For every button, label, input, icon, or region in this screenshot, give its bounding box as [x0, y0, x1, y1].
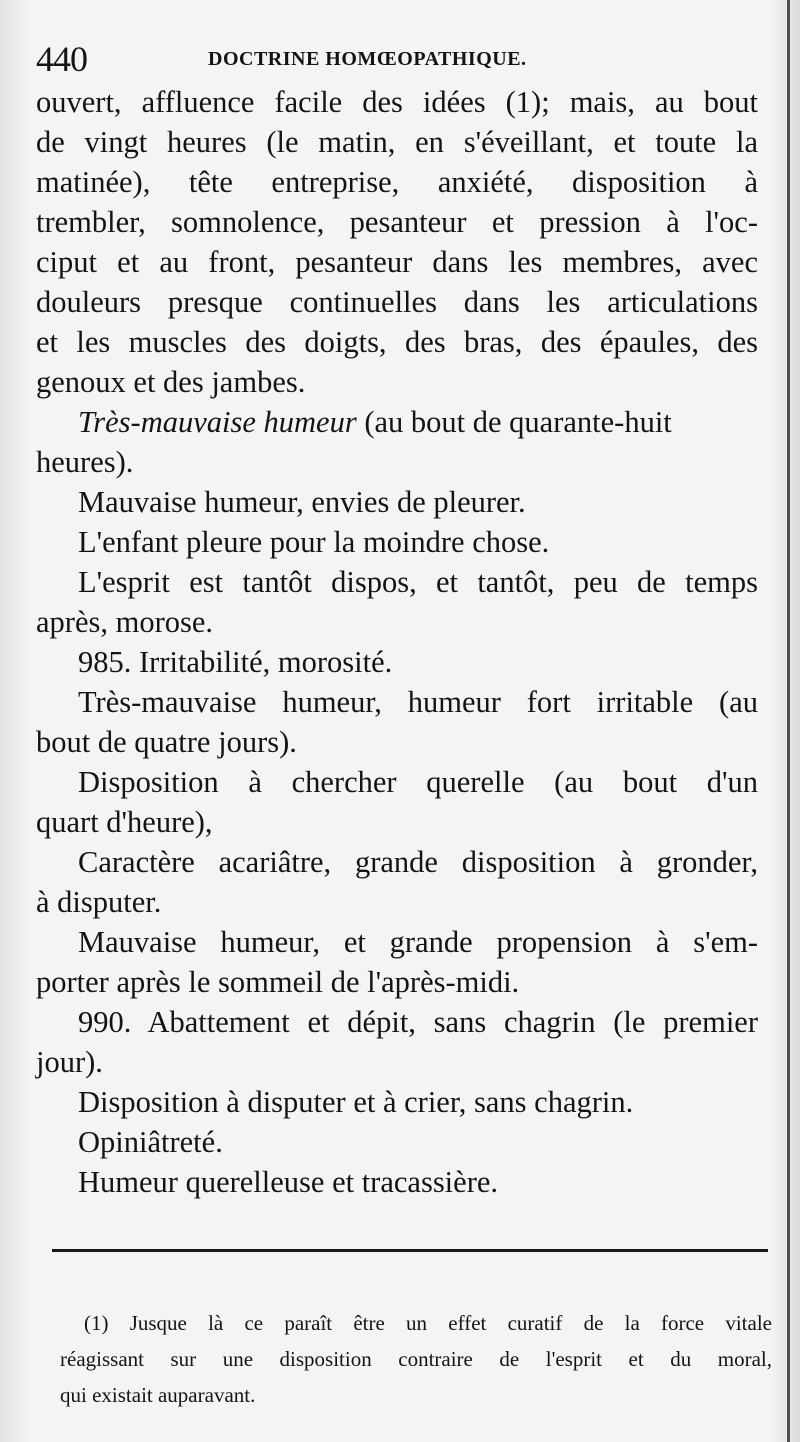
text-line: heures).: [36, 445, 134, 479]
page-header: [36, 38, 756, 82]
paragraph-symptom: Mauvaise humeur, envies de pleurer.: [78, 485, 526, 519]
page-edge-shadow: [787, 0, 790, 1442]
footnote: [60, 1305, 772, 1413]
text-line: genoux et des jambes.: [36, 365, 306, 399]
paragraph-numbered: 990. Abattement et dépit, sans chagrin (le premier: [78, 1005, 758, 1039]
text-line: matinée), tête entreprise, anxiété, disposition à: [36, 165, 758, 199]
footnote-line: (1) Jusque là ce paraît être un effet curatif de la force vitale: [84, 1311, 772, 1335]
text-line: jour).: [36, 1045, 103, 1079]
main-text: [36, 82, 758, 1202]
paragraph-symptom: Opiniâtreté.: [78, 1125, 223, 1159]
text-line: et les muscles des doigts, des bras, des épaules, des: [36, 325, 758, 359]
paragraph-symptom: L'enfant pleure pour la moindre chose.: [78, 525, 550, 559]
page-number: 440: [36, 39, 87, 79]
text-line: de vingt heures (le matin, en s'éveillant, et toute la: [36, 125, 758, 159]
text-line: douleurs presque continuelles dans les articulations: [36, 285, 758, 319]
text-fragment: (au bout de quarante-huit: [356, 405, 672, 439]
paragraph-symptom: Mauvaise humeur, et grande propension à s'em-: [78, 925, 758, 959]
paragraph-symptom: L'esprit est tantôt dispos, et tantôt, peu de temps: [78, 565, 758, 599]
text-line: ciput et au front, pesanteur dans les membres, avec: [36, 245, 758, 279]
text-line: après, morose.: [36, 605, 214, 639]
footnote-line: qui existait auparavant.: [60, 1383, 256, 1407]
footnote-line: réagissant sur une disposition contraire de l'esprit et du moral,: [60, 1347, 772, 1371]
paragraph-numbered: 985. Irritabilité, morosité.: [78, 645, 393, 679]
paragraph-symptom: [36, 402, 758, 442]
italic-phrase: Très-mauvaise humeur: [78, 405, 357, 439]
text-line: quart d'heure),: [36, 805, 213, 839]
paragraph-symptom: Disposition à chercher querelle (au bout d'un: [78, 765, 758, 799]
text-line: porter après le sommeil de l'après-midi.: [36, 965, 520, 999]
text-line: à disputer.: [36, 885, 162, 919]
paragraph-symptom: Disposition à disputer et à crier, sans chagrin.: [78, 1085, 634, 1119]
footnote-divider: [52, 1249, 768, 1252]
running-title: DOCTRINE HOMŒOPATHIQUE.: [208, 48, 527, 70]
paragraph-symptom: Humeur querelleuse et tracassière.: [78, 1165, 499, 1199]
paragraph-symptom: Caractère acariâtre, grande disposition à gronder,: [78, 845, 758, 879]
paragraph-symptom: Très-mauvaise humeur, humeur fort irritable (au: [78, 685, 758, 719]
text-line: ouvert, affluence facile des idées (1); mais, au bout: [36, 85, 758, 119]
text-line: trembler, somnolence, pesanteur et pression à l'oc-: [36, 205, 758, 239]
text-line: bout de quatre jours).: [36, 725, 297, 759]
